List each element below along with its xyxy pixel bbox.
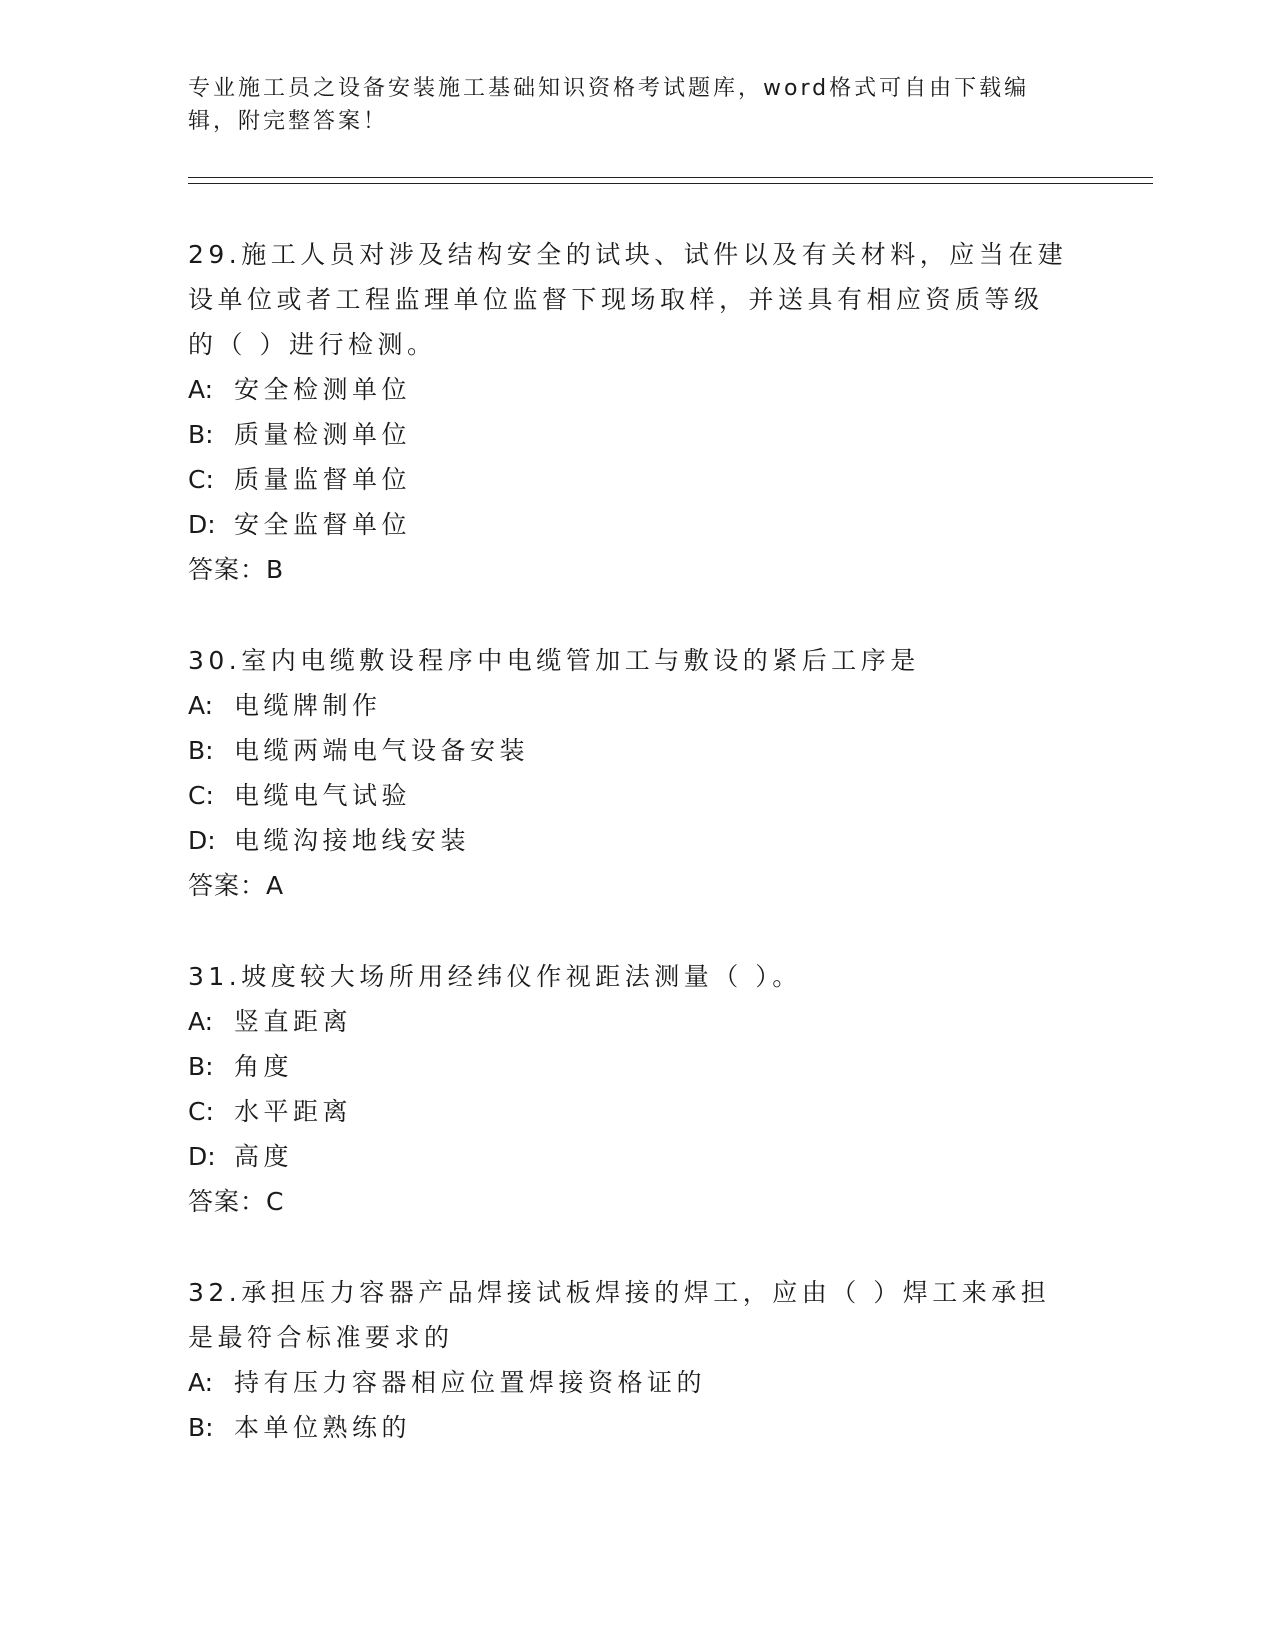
option-b [188,412,1088,457]
option-text: 电缆电气试验 [234,781,412,810]
option-key: A: [188,1368,214,1397]
option-key: C: [188,781,214,810]
option-d [188,502,1088,547]
option-text: 安全监督单位 [234,510,412,539]
option-b [188,728,1088,773]
option-text: 本单位熟练的 [234,1413,412,1442]
question-stem: 32.承担压力容器产品焊接试板焊接的焊工，应由（ ）焊工来承担是最符合标准要求的 [188,1278,1051,1352]
option-text: 电缆牌制作 [234,691,382,720]
option-c [188,457,1088,502]
option-b [188,1044,1088,1089]
option-text: 角度 [234,1052,294,1081]
question-29 [188,232,1088,593]
option-key: D: [188,1142,216,1171]
option-a [188,683,1088,728]
question-stem: 31.坡度较大场所用经纬仪作视距法测量（ ）。 [188,962,802,991]
option-a [188,1360,1088,1405]
option-a [188,367,1088,412]
option-d [188,1134,1088,1179]
option-c [188,1089,1088,1134]
option-key: B: [188,1413,214,1442]
question-stem: 30.室内电缆敷设程序中电缆管加工与敷设的紧后工序是 [188,646,920,675]
option-text: 高度 [234,1142,294,1171]
answer-line: 答案：C [188,1187,285,1216]
option-key: C: [188,465,214,494]
option-c [188,773,1088,818]
option-text: 水平距离 [234,1097,353,1126]
option-key: B: [188,736,214,765]
option-b [188,1405,1088,1450]
question-31 [188,954,1088,1225]
option-key: A: [188,375,214,404]
option-key: A: [188,691,214,720]
option-key: A: [188,1007,214,1036]
header-rule-bottom [188,183,1153,184]
question-list [188,232,1088,1495]
answer-line: 答案：B [188,555,285,584]
option-key: C: [188,1097,214,1126]
option-text: 电缆两端电气设备安装 [234,736,530,765]
question-stem: 29.施工人员对涉及结构安全的试块、试件以及有关材料，应当在建设单位或者工程监理单位监督下现场取样，并送具有相应资质等级的（ ）进行检测。 [188,240,1068,359]
option-key: D: [188,826,216,855]
option-text: 电缆沟接地线安装 [234,826,471,855]
option-d [188,818,1088,863]
option-key: B: [188,420,214,449]
question-32 [188,1270,1088,1450]
option-text: 安全检测单位 [234,375,412,404]
option-text: 质量监督单位 [234,465,412,494]
document-header: 专业施工员之设备安装施工基础知识资格考试题库，word格式可自由下载编辑，附完整答案！ [188,76,1030,134]
option-text: 质量检测单位 [234,420,412,449]
option-text: 持有压力容器相应位置焊接资格证的 [234,1368,707,1397]
header-rule-top [188,177,1153,178]
option-a [188,999,1088,1044]
answer-line: 答案：A [188,871,285,900]
question-30 [188,638,1088,909]
option-key: B: [188,1052,214,1081]
option-key: D: [188,510,216,539]
option-text: 竖直距离 [234,1007,353,1036]
